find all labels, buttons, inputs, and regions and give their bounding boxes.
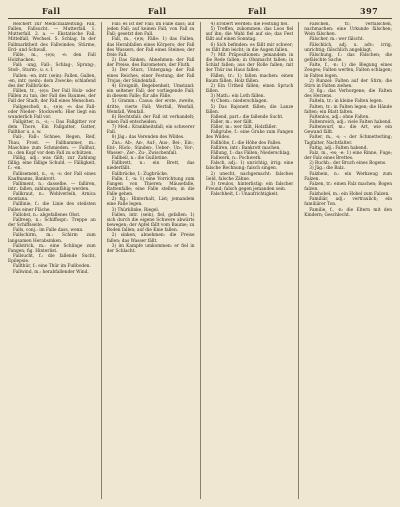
dictionary-entry: Falls, conj.: im Falle dass, wenn. <box>13 228 84 234</box>
dictionary-entry: Falzhobel, m.: ein Hobel zum Falzen. <box>309 192 390 198</box>
dictionary-entry: Fallhöhe, f.: die Höhe des Falles. <box>210 140 282 146</box>
dictionary-entry: Reichert zur Medicinalzeitung: Fall, Fallen, Fallsucht. — Mutterfall. 1. Mutterfall. 2. a. — Ekstatische Fall, Mittelfall, Wechsel. S. Schlag. In der Fallmarktheit des Fallwindes; Stürme, Erd- und Schwall. <box>8 22 96 53</box>
dictionary-entry: 5) Gramm.: Casus: der erste, zweite, dritte, vierte Fall; Werfall, Wesfall, Wemfall, Wenfall. <box>106 99 195 115</box>
dictionary-entry: Faltenwurf, m.: die Art, wie ein Gewand fällt. <box>304 125 392 136</box>
dictionary-entry: Fälschen, tr.: verfälschen, nachmachen: eine Urkunde fälschen; Wein fälschen. <box>304 22 392 38</box>
dictionary-entry: Falteln, tr.: in kleine Falten legen. <box>309 99 383 105</box>
column-divider <box>298 22 299 499</box>
dictionary-entry: Fallschirm, m.: Schirm zum langsamen Herabsinken. <box>8 233 96 244</box>
dictionary-entry: 5) Treffen, zukommen: das Loos fiel auf ihn; die Wahl fiel auf sie; das Fest fällt auf einen Sonntag. <box>205 27 294 43</box>
dictionary-entry: Fall: -ung, Fall-, Schlag-, Sprung-, Stoß-, Sturm-, u. s. f. <box>8 63 96 74</box>
dictionary-entry: Fälle, m., -(e)s; -e: den Fall Holzhacken. <box>8 52 96 64</box>
dictionary-entry: Fallwerk, n.: Pochwerk. <box>210 156 262 162</box>
dictionary-entry: 3) Der Sturz, Untergang: der Fall eines Reiches, einer Festung; der Fall Trojas; der Sündenfall. <box>106 68 195 84</box>
dictionary-entry: Fälschlich, adj. u. adv.: irrig, unrichtig; fälschlich angeklagt. <box>304 42 392 53</box>
dictionary-entry: Fallgeschoß, n., -(e)s; -e: das Fall- oder Nieder- Stockwerk: Hier liegt ein wunderlich Fall vor. <box>8 104 96 120</box>
dictionary-entry: Falllinie, f.: die Linie des steilsten Falles einer Fläche. <box>8 202 96 213</box>
dictionary-entry: Fallsucht, f.: die fallende Sucht, Epilepsie. <box>8 254 96 265</box>
dictionary-entry: Zus.: Ab-, An-, Auf-, Aus-, Bei-, Ein-, Ent-, Rück-, Sünden-, Ueber-, Un-, Vor-, Wasser-, Zer-, Zu-, Zwischenfall. <box>106 140 195 156</box>
dictionary-entry: Fälscher, m.: wer fälscht. <box>309 37 365 43</box>
dictionary-entry: Fällung, f.: das Fällen; Niederschlag. <box>210 150 291 156</box>
dictionary-entry: Fallwind, m.: herabfallender Wind. <box>13 269 89 275</box>
dictionary-entry: Fallobst, n.: abgefallenes Obst. <box>13 212 81 218</box>
dictionary-entry: Fällig, adj.: was fällt; zur Zahlung fällig; eine fällige Schuld. — Fälligkeit, f.: -en. <box>8 156 96 172</box>
dictionary-entry: Falzbein, n.: ein Werkzeug zum Falzen. <box>304 171 392 182</box>
dictionary-entry: Fallgrube, f.: eine Grube zum Fangen des Wildes. <box>205 130 294 141</box>
dictionary-entry: Falzen, tr.: einen Falz machen; Bogen falzen. <box>304 181 392 192</box>
column-divider <box>200 22 201 499</box>
dictionary-entry: Fallen: -en, intr. (sein): Fallen, Gallen, -en, intr. (sein): dem Zwecke; schlafend des der Fallbrücke. <box>8 73 96 89</box>
dictionary-entry: 2) Buchb.: der Bruch eines Bogens. <box>309 161 387 167</box>
dictionary-entry: Fallend, part.: die fallende Sucht. <box>210 114 284 120</box>
dictionary-entry: Faltig, adj.: Falten habend. <box>309 145 368 151</box>
text-columns <box>8 22 392 499</box>
dictionary-entry: 3) Jäg.: die Balz. <box>309 166 345 172</box>
dictionary-entry: 5) Das Bajonett fällen; die Lanze fällen. <box>205 104 294 115</box>
running-head-center-right: Fall <box>248 6 267 16</box>
dictionary-entry: 4) Erobert werden: die Festung fiel. <box>210 22 289 27</box>
dictionary-entry: Fallbrett, n.: ein Brett, das niederfällt. <box>106 161 195 172</box>
dictionary-entry: Fall: es ist der Fall; im Falle dass; auf jeden Fall; auf keinen Fall; von Fall zu Fall; gesetzt den Fall. <box>106 22 195 38</box>
dictionary-entry: 6) Rechtsfall: der Fall ist verhandelt; einen Fall entscheiden. <box>106 114 195 125</box>
dictionary-entry: 3) treulos, hinterlistig: ein falscher Freund; falsch gegen jemanden sein. <box>205 181 294 192</box>
dictionary-entry: Falle, f., -n: 1) eine Vorrichtung zum Fangen von Thieren; Mäusefalle, Rattenfalle; eine Falle stellen; in die Falle gehen. <box>106 176 195 198</box>
dictionary-entry: Fallthür, f.: eine Thür im Fußboden. <box>13 264 91 270</box>
dictionary-entry: Falten, tr.: in Falten legen; die Hände falten; ein Blatt falten. <box>304 104 392 115</box>
dictionary-entry: Falliment, n.: dasselbe. — falliren, intr.: fallen, zahlungsunfähig werden. <box>8 181 96 192</box>
dictionary-entry: Fallbeil, n.: die Guillotine. <box>111 156 169 162</box>
dictionary-entry: Falter, m., -s; -: der Schmetterling; Tagfalter, Nachtfalter. <box>304 135 392 146</box>
dictionary-entry: Falschheit, f.: Unaufrichtigkeit. <box>210 192 279 198</box>
dictionary-entry: Fälschung, f.: das Fälschen; die gefälschte Sache. <box>304 52 392 64</box>
dictionary-entry: 3) im Kampfe umkommen: er fiel in der Schlacht. <box>106 243 195 254</box>
text-column-3 <box>206 22 294 499</box>
dictionary-entry: 2) Ein Urtheil fällen; einen Spruch fällen. <box>205 83 294 95</box>
dictionary-entry: Fällen, tr.: 1) fallen machen: einen Baum fällen, Holz fällen. <box>205 73 294 84</box>
page-number: 397 <box>360 6 379 16</box>
dictionary-entry: Fällen, tr., -(e)s: Der Fall Holz- oder Fällen zu tun, der Fall des Baumes, der Fall der Stadt; der Fall eines Menschen. <box>8 89 96 105</box>
dictionary-entry: 7) Mit Präpositionen: jemandem in die Rede fallen; in Ohnmacht fallen; in Schlaf fallen; aus der Rolle fallen; mit der Thür ins Haus fallen. <box>205 52 294 74</box>
dictionary-entry: Fallkraut, n.: Wohlverleih, Arnica montana. <box>8 192 96 203</box>
dictionary-entry: Familie, f., -n: die Eltern mit den Kindern; Geschlecht. <box>304 207 392 218</box>
running-head-left: Fall <box>42 6 61 16</box>
text-column-1 <box>8 22 96 499</box>
dictionary-entry: 2) sinken, abnehmen: die Preise fallen; das Wasser fällt. <box>106 233 195 244</box>
dictionary-entry: 4) Ereigniß, Begebenheit, Umstand: ein seltener Fall; der vorliegende Fall; in diesem Falle; für alle Fälle. <box>106 83 195 100</box>
dictionary-entry: Faltenreich, adj.: viele Falten habend. <box>309 119 392 125</box>
dictionary-entry: Fäller, m.: wer fällt, Holzfäller. <box>210 125 277 131</box>
dictionary-entry: Falliren, intr.: Bankrott machen. <box>210 145 281 151</box>
dictionary-entry: 4) Chem.: niederschlagen. <box>210 99 268 105</box>
header-rule <box>8 18 392 19</box>
dictionary-entry: 7) Med.: Krankheitsfall; ein schwerer Fall. <box>106 125 195 136</box>
dictionary-entry: 2) fig.: Hinterhalt, List; jemandem eine Falle legen. <box>106 197 195 208</box>
dictionary-entry: Familiär, adj.: vertraulich; ein familiärer Ton. <box>304 197 392 208</box>
dictionary-entry: Fallreep, n.: Schiffsspr.: Treppe an der Schiffsseite. <box>8 217 96 229</box>
column-divider <box>101 22 102 499</box>
dictionary-entry: 6) Sich befinden: es fällt mir schwer; es fällt ihm leicht; in die Augen fallen. <box>205 42 294 53</box>
dictionary-entry: Fallbrücke, f.: Zugbrücke. <box>111 171 169 177</box>
dictionary-entry: Fallen, intr. (sein), fiel, gefallen: 1) sich durch die eigene Schwere abwärts bewegen; der Apfel fällt vom Baume; zu Boden fallen; auf die Knie fallen. <box>106 212 195 234</box>
dictionary-entry: 3) fig.: das Verborgene; die Falten des Herzens. <box>304 89 392 100</box>
running-head-center-left: Fall <box>148 6 167 16</box>
dictionary-entry: Falz, m., -es; -e: 1) eine Rinne, Fuge; der Falz eines Brettes. <box>304 150 392 162</box>
dictionary-entry: 3) Math.: ein Loth fällen. <box>210 94 265 100</box>
dictionary-entry: Falte, f., -n: 1) die Biegung eines Zeuges; Falten werfen, Falten schlagen; in Falten legen. <box>304 63 392 79</box>
dictionary-entry: 2) Runzel: Falten auf der Stirn; die Stirn in Falten ziehen. <box>304 78 392 89</box>
dictionary-entry: Faller, m.: wer fällt. <box>210 119 254 125</box>
dictionary-entry: 3) Thürklinke, Riegel. <box>111 207 160 213</box>
text-column-2 <box>107 22 195 499</box>
dictionary-entry: Faltenlos, adj.: ohne Falten. <box>309 114 370 120</box>
dictionary-entry: Fallisement, n., -s; -s: der Fall eines Kaufmanns, Bankrott. <box>8 171 96 182</box>
text-column-4 <box>304 22 392 499</box>
dictionary-entry: Falsch, adj.: 1) unrichtig, irrig: eine falsche Rechnung; falsch singen. <box>205 161 294 172</box>
dictionary-entry: 2) Das Sinken, Abnehmen: der Fall der Preise, des Barometers, der Fluth. <box>106 58 195 69</box>
dictionary-entry: 8) Jäg.: das Verenden des Wildes. <box>111 135 185 141</box>
dictionary-entry: Fall-, Fall-: Schnee, Regen, Reif, Thau, Frost. — Fallhammer, m.: Maschine zum Schmieden. — Fallhut, m.: den Kopf vor dem Fall zu schützen. <box>8 135 96 156</box>
dictionary-entry: Fallgitter, n., -s; -: Das Fallgitter vor dem Thore, Ein Fallgatter, Gatter, Fallthor u. s. w. <box>8 119 96 136</box>
dictionary-entry: 2) unecht, nachgemacht: falsches Geld, falsche Zähne. <box>205 171 294 182</box>
dictionary-entry: Fall, m., -(e)s; Fälle: 1) das Fallen, das Herabfallen eines Körpers; der Fall des Wassers, der Fall eines Steines; der freie Fall. <box>106 37 195 58</box>
dictionary-entry: Fallstrick, m.: eine Schlinge zum Fangen; fig. Hinterlist. <box>8 243 96 254</box>
